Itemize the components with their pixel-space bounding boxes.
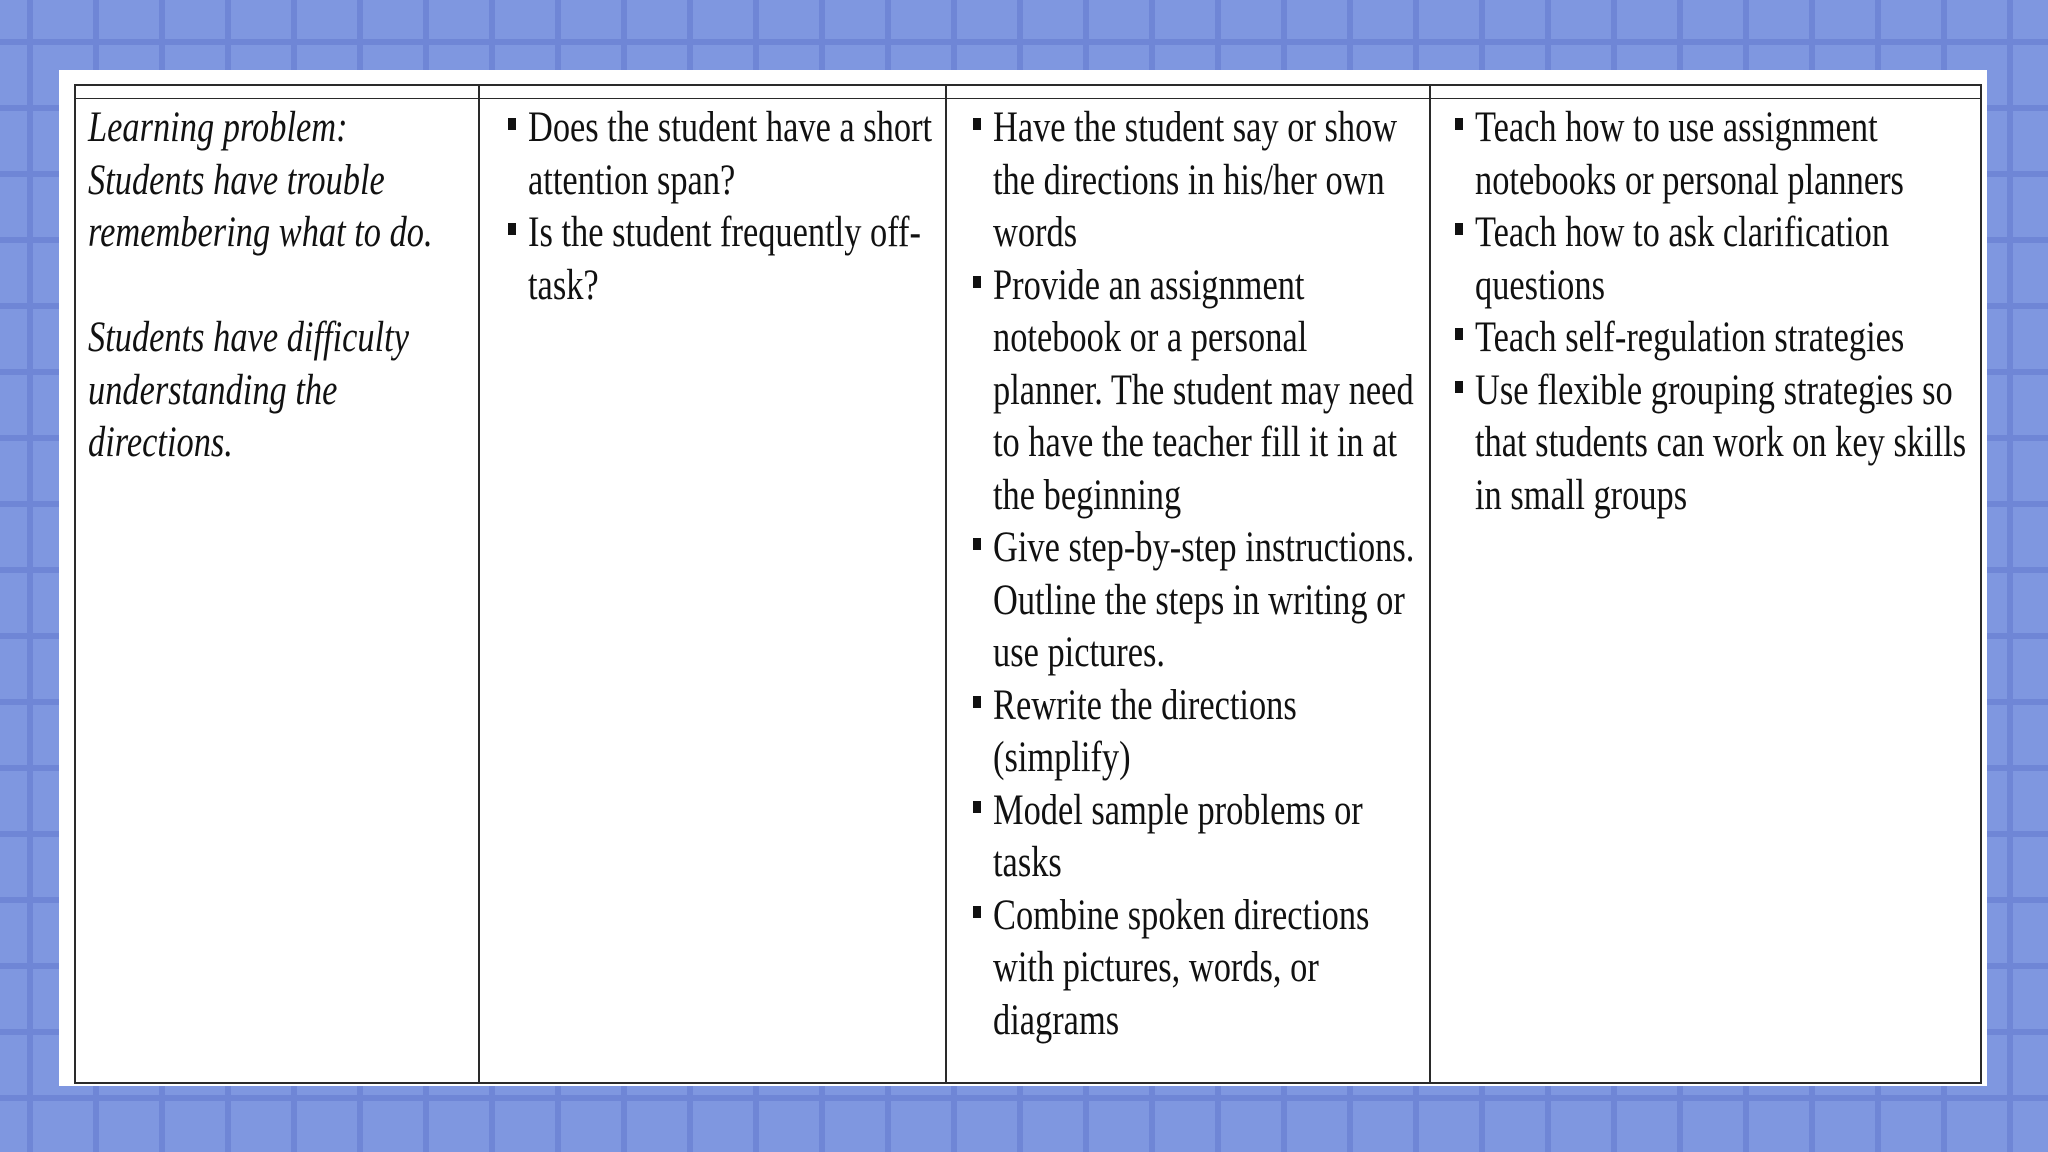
list-item-text: Teach how to use assignment notebooks or personal planners (1475, 104, 1904, 204)
square-bullet-icon (508, 223, 516, 235)
list-item (973, 680, 1421, 785)
list-item (1455, 365, 1983, 523)
square-bullet-icon (1455, 328, 1463, 340)
questions-list (508, 102, 940, 312)
square-bullet-icon (1455, 223, 1463, 235)
square-bullet-icon (973, 906, 981, 918)
square-bullet-icon (973, 118, 981, 130)
problem-column (76, 84, 478, 1082)
list-item-text: Combine spoken directions with pictures, words, or diagrams (993, 891, 1370, 1044)
list-item (973, 785, 1421, 890)
square-bullet-icon (508, 118, 516, 130)
list-item-text: Give step-by-step instructions. Outline the steps in writing or use pictures. (993, 524, 1415, 676)
difficulty-paragraph: Students have difficulty understanding the directions. (88, 314, 409, 466)
list-item-text: Model sample problems or tasks (993, 786, 1363, 886)
list-item-text: Provide an assignment notebook or a personal planner. The student may need to have the teacher fill it in at the beginning (993, 261, 1414, 519)
list-item-text: Rewrite the directions (simplify) (993, 681, 1297, 781)
list-item-text: Use flexible grouping strategies so that students can work on key skills in small groups (1475, 366, 1967, 519)
list-item (508, 102, 940, 207)
list-item (973, 102, 1421, 260)
square-bullet-icon (973, 696, 981, 708)
skills-list (1455, 102, 1983, 522)
square-bullet-icon (1455, 118, 1463, 130)
slide-canvas (59, 70, 1987, 1086)
square-bullet-icon (973, 538, 981, 550)
square-bullet-icon (973, 801, 981, 813)
skills-column (1429, 84, 1980, 1082)
list-item (1455, 207, 1983, 312)
learning-problem-table (74, 84, 1982, 1084)
learning-problem-paragraph: Learning problem: Students have trouble remembering what to do. (88, 104, 433, 256)
list-item (973, 522, 1421, 680)
square-bullet-icon (1455, 381, 1463, 393)
list-item (1455, 312, 1983, 365)
list-item (1455, 102, 1983, 207)
problem-cell-text (88, 102, 456, 470)
list-item-text: Have the student say or show the directions in his/her own words (993, 104, 1398, 256)
questions-column (478, 84, 945, 1082)
list-item-text: Teach how to ask clarification questions (1475, 209, 1890, 309)
strategies-column (945, 84, 1429, 1082)
list-item-text: Is the student frequently off-task? (528, 209, 921, 309)
list-item (973, 890, 1421, 1048)
strategies-list (973, 102, 1421, 1047)
list-item (508, 207, 940, 312)
list-item (973, 260, 1421, 523)
list-item-text: Teach self-regulation strategies (1475, 314, 1905, 361)
list-item-text: Does the student have a short attention span? (528, 104, 933, 204)
square-bullet-icon (973, 276, 981, 288)
